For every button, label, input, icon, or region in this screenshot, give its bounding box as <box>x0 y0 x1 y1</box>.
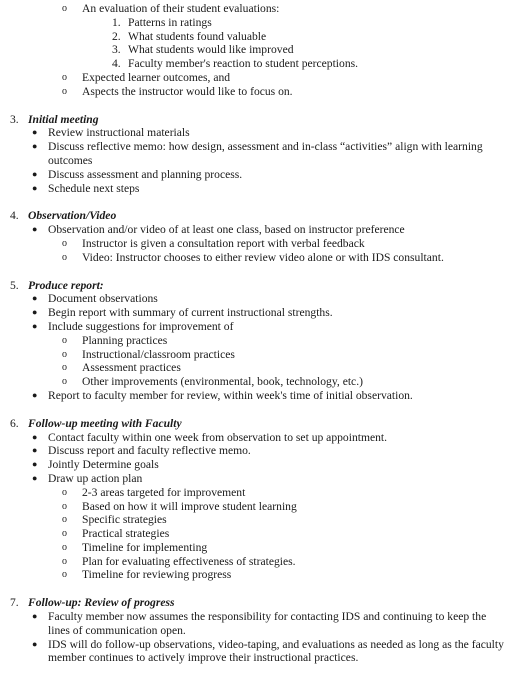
list-item <box>32 140 531 168</box>
item-text: Aspects the instructor would like to focus on. <box>82 84 293 98</box>
list-item <box>62 2 531 16</box>
item-number: 2. <box>112 29 121 43</box>
item-text: IDS will do follow-up observations, video-taping, and evaluations as needed as long as the faculty member continues to actively improve their instructional practices. <box>48 637 504 665</box>
item-text: Timeline for reviewing progress <box>82 568 232 582</box>
list-item <box>62 541 531 555</box>
item-text: What students found valuable <box>128 29 267 43</box>
bullet-icon: ● <box>32 127 38 138</box>
item-text: Document observations <box>48 292 158 306</box>
list-item <box>62 71 531 85</box>
circle-bullet-icon: o <box>62 528 67 540</box>
section-number: 5. <box>10 278 19 292</box>
list-item <box>32 610 531 638</box>
bullet-icon: ● <box>32 459 38 470</box>
section-title: Follow-up: Review of progress <box>28 596 175 610</box>
bullet-icon: ● <box>32 431 38 442</box>
bullet-icon: ● <box>32 638 38 649</box>
circle-bullet-icon: o <box>62 71 67 83</box>
section-number: 3. <box>10 112 19 126</box>
item-text: Faculty member now assumes the responsibility for contacting IDS and continuing to keep the lines of communication open. <box>48 610 487 637</box>
item-text: Observation and/or video of at least one class, based on instructor preference <box>48 223 405 237</box>
item-text: Contact faculty within one week from observation to set up appointment. <box>48 430 388 444</box>
item-text: Planning practices <box>82 333 168 347</box>
item-text: Jointly Determine goals <box>48 458 159 472</box>
section-heading <box>10 209 531 223</box>
item-text: Schedule next steps <box>48 181 140 195</box>
circle-bullet-icon: o <box>62 569 67 581</box>
item-text: Report to faculty member for review, within week's time of initial observation. <box>48 388 413 402</box>
item-text: Draw up action plan <box>48 471 143 485</box>
bullet-icon: ● <box>32 141 38 152</box>
circle-bullet-icon: o <box>62 486 67 498</box>
bullet-icon: ● <box>32 472 38 483</box>
list-item <box>32 168 531 182</box>
item-text: Patterns in ratings <box>128 15 212 29</box>
list-item <box>62 568 531 582</box>
bullet-icon: ● <box>32 389 38 400</box>
circle-bullet-icon: o <box>62 555 67 567</box>
bullet-icon: ● <box>32 611 38 622</box>
circle-bullet-icon: o <box>62 362 67 374</box>
item-text: Instructor is given a consultation report with verbal feedback <box>82 236 365 250</box>
list-item <box>62 334 531 348</box>
bullet-icon: ● <box>32 293 38 304</box>
numbered-item <box>112 30 531 44</box>
section-title: Observation/Video <box>28 209 117 223</box>
item-text: Specific strategies <box>82 513 167 527</box>
circle-bullet-icon: o <box>62 3 67 14</box>
list-item <box>62 348 531 362</box>
item-text: Based on how it will improve student learning <box>82 499 297 513</box>
item-text: Discuss assessment and planning process. <box>48 167 243 181</box>
item-text: Discuss report and faculty reflective memo. <box>48 444 251 458</box>
bullet-icon: ● <box>32 224 38 235</box>
item-text: Assessment practices <box>82 361 181 375</box>
circle-bullet-icon: o <box>62 85 67 97</box>
list-item <box>62 486 531 500</box>
section-title: Produce report: <box>28 278 104 292</box>
item-text: Expected learner outcomes, and <box>82 70 231 84</box>
list-item <box>32 638 531 666</box>
section-heading <box>10 113 531 127</box>
list-item <box>32 458 531 472</box>
circle-bullet-icon: o <box>62 376 67 388</box>
list-item <box>62 237 531 251</box>
section-number: 7. <box>10 596 19 610</box>
evaluation-text: An evaluation of their student evaluations: <box>82 2 280 15</box>
list-item <box>62 375 531 389</box>
item-number: 4. <box>112 57 121 71</box>
item-text: Other improvements (environmental, book, technology, etc.) <box>82 375 363 389</box>
bullet-icon: ● <box>32 182 38 193</box>
circle-bullet-icon: o <box>62 251 67 263</box>
section-heading <box>10 596 531 610</box>
list-item <box>62 251 531 265</box>
section-number: 6. <box>10 416 19 430</box>
item-text: 2-3 areas targeted for improvement <box>82 485 246 499</box>
section-title: Follow-up meeting with Faculty <box>28 416 182 430</box>
item-text: Include suggestions for improvement of <box>48 319 234 333</box>
item-text: Video: Instructor chooses to either review video alone or with IDS consultant. <box>82 250 444 264</box>
item-text: Discuss reflective memo: how design, assessment and in-class “activities” align with learning outcomes <box>48 140 483 167</box>
item-text: What students would like improved <box>128 43 294 57</box>
item-number: 1. <box>112 15 121 29</box>
section-heading <box>10 279 531 293</box>
list-item <box>62 527 531 541</box>
section-number: 4. <box>10 209 19 223</box>
item-text: Timeline for implementing <box>82 540 208 554</box>
numbered-item <box>112 43 531 57</box>
list-item <box>62 555 531 569</box>
circle-bullet-icon: o <box>62 348 67 360</box>
circle-bullet-icon: o <box>62 334 67 346</box>
bullet-icon: ● <box>32 307 38 318</box>
item-text: Begin report with summary of current instructional strengths. <box>48 306 333 320</box>
circle-bullet-icon: o <box>62 514 67 526</box>
document-page <box>0 2 531 665</box>
bullet-icon: ● <box>32 320 38 331</box>
list-item <box>32 444 531 458</box>
bullet-icon: ● <box>32 168 38 179</box>
item-text: Faculty member's reaction to student perceptions. <box>128 57 359 71</box>
list-item <box>62 361 531 375</box>
list-item <box>32 126 531 140</box>
item-text: Practical strategies <box>82 527 170 541</box>
circle-bullet-icon: o <box>62 541 67 553</box>
numbered-item <box>112 16 531 30</box>
list-item <box>32 182 531 196</box>
list-item <box>32 292 531 306</box>
item-text: Review instructional materials <box>48 126 190 140</box>
item-number: 3. <box>112 43 121 57</box>
list-item <box>32 431 531 445</box>
item-text: Instructional/classroom practices <box>82 347 235 361</box>
list-item <box>32 223 531 237</box>
circle-bullet-icon: o <box>62 500 67 512</box>
numbered-item <box>112 57 531 71</box>
section-title: Initial meeting <box>28 112 99 126</box>
circle-bullet-icon: o <box>62 237 67 249</box>
list-item <box>62 513 531 527</box>
item-text: Plan for evaluating effectiveness of strategies. <box>82 554 296 568</box>
list-item <box>32 472 531 486</box>
bullet-icon: ● <box>32 445 38 456</box>
list-item <box>32 320 531 334</box>
list-item <box>32 389 531 403</box>
list-item <box>32 306 531 320</box>
list-item <box>62 85 531 99</box>
section-heading <box>10 417 531 431</box>
list-item <box>62 500 531 514</box>
